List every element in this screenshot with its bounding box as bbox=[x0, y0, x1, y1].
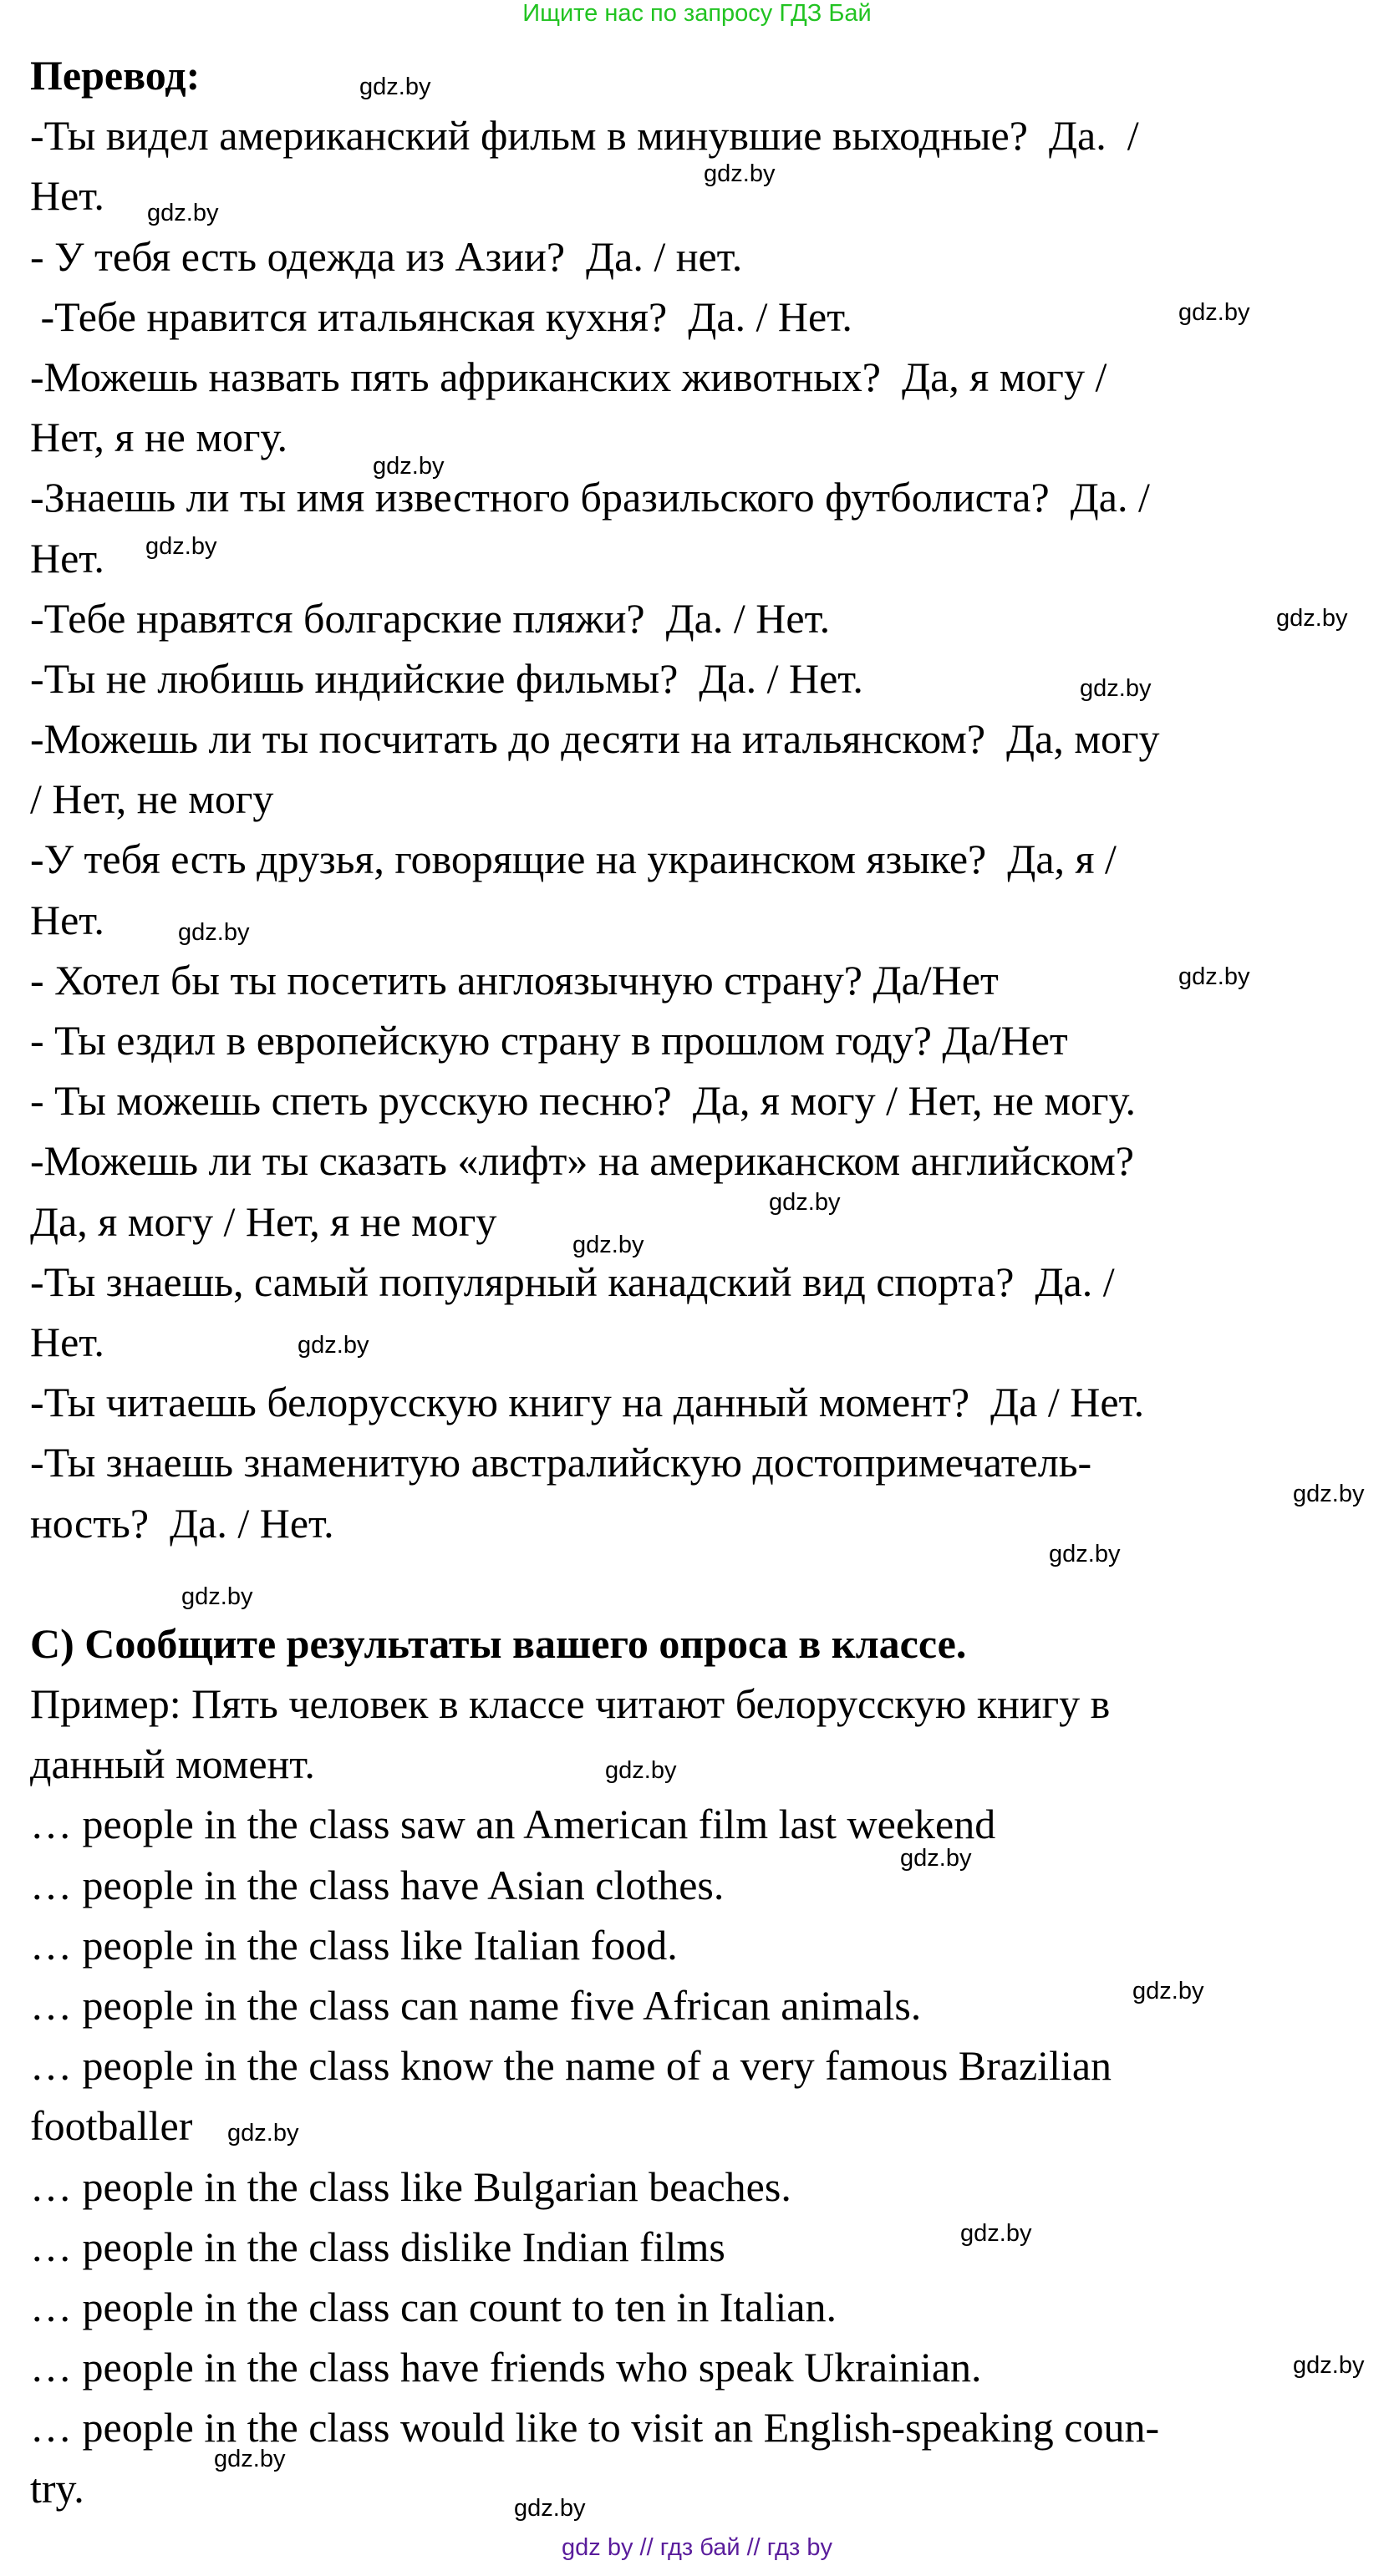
watermark: gdz.by bbox=[769, 1189, 841, 1216]
text-line: -Ты знаешь, самый популярный канадский вид спорта? Да. / bbox=[30, 1258, 1115, 1305]
section-heading: Перевод: bbox=[30, 52, 201, 99]
text-line: Нет. bbox=[30, 896, 104, 943]
text-line: … people in the class can count to ten in Italian. bbox=[30, 2283, 837, 2330]
text-line: … people in the class would like to visit an English-speaking coun- bbox=[30, 2404, 1160, 2452]
text-line: - Ты можешь спеть русскую песню? Да, я могу / Нет, не могу. bbox=[30, 1077, 1137, 1125]
watermark: gdz.by bbox=[214, 2446, 286, 2472]
watermark: gdz.by bbox=[704, 160, 776, 187]
watermark: gdz.by bbox=[960, 2220, 1032, 2247]
text-line: - Хотел бы ты посетить англоязычную страну? Да/Нет bbox=[30, 956, 999, 1003]
watermark: gdz.by bbox=[1132, 1978, 1204, 2004]
translation-text bbox=[30, 45, 1159, 2518]
watermark: gdz.by bbox=[181, 1583, 253, 1610]
text-line: … people in the class like Italian food. bbox=[30, 1921, 678, 1969]
text-line: … people in the class have friends who speak Ukrainian. bbox=[30, 2344, 982, 2391]
watermark: gdz.by bbox=[1049, 1541, 1121, 1567]
watermark: gdz.by bbox=[298, 1332, 369, 1359]
watermark: gdz.by bbox=[227, 2120, 299, 2147]
text-line: -Ты читаешь белорусскую книгу на данный момент? Да / Нет. bbox=[30, 1379, 1145, 1426]
text-line: -Знаешь ли ты имя известного бразильского футболиста? Да. / bbox=[30, 474, 1150, 521]
watermark: gdz.by bbox=[373, 453, 445, 480]
watermark: gdz.by bbox=[572, 1232, 644, 1258]
text-line: -Ты не любишь индийские фильмы? Да. / Нет. bbox=[30, 654, 863, 702]
text-line: - Ты ездил в европейскую страну в прошлом году? Да/Нет bbox=[30, 1017, 1068, 1064]
text-line: Нет. bbox=[30, 1318, 104, 1365]
text-line: -Ты видел американский фильм в минувшие выходные? Да. / bbox=[30, 112, 1139, 160]
text-line: - У тебя есть одежда из Азии? Да. / нет. bbox=[30, 232, 743, 280]
watermark: gdz.by bbox=[359, 74, 431, 100]
watermark: gdz.by bbox=[147, 200, 219, 226]
text-line: -Тебе нравится итальянская кухня? Да. / Нет. bbox=[30, 292, 852, 340]
text-line: … people in the class have Asian clothes. bbox=[30, 1861, 725, 1908]
text-line: -Можешь ли ты сказать «лифт» на американском английском? bbox=[30, 1137, 1134, 1185]
section-heading: C) Сообщите результаты вашего опроса в классе. bbox=[30, 1619, 967, 1667]
text-line: ность? Да. / Нет. bbox=[30, 1499, 334, 1547]
text-line: Нет. bbox=[30, 534, 104, 582]
watermark: gdz.by bbox=[178, 919, 250, 946]
text-line: try. bbox=[30, 2464, 84, 2512]
text-line: … people in the class can name five African animals. bbox=[30, 1982, 922, 2029]
text-line: данный момент. bbox=[30, 1740, 315, 1788]
text-line: … people in the class know the name of a very famous Brazilian bbox=[30, 2042, 1112, 2090]
text-line: Да, я могу / Нет, я не могу bbox=[30, 1197, 497, 1245]
watermark: gdz.by bbox=[1276, 605, 1348, 632]
text-line: Нет, я не могу. bbox=[30, 414, 287, 461]
watermark: gdz.by bbox=[1080, 675, 1152, 702]
text-line: -Можешь назвать пять африканских животных? Да, я могу / bbox=[30, 353, 1107, 400]
watermark: gdz.by bbox=[1178, 299, 1250, 326]
top-banner[interactable]: Ищите нас по запросу ГДЗ Бай bbox=[522, 0, 872, 27]
text-line: Нет. bbox=[30, 172, 104, 220]
watermark: gdz.by bbox=[900, 1845, 972, 1872]
watermark: gdz.by bbox=[1293, 2352, 1365, 2379]
text-line: … people in the class dislike Indian films bbox=[30, 2223, 725, 2270]
text-line: -Можешь ли ты посчитать до десяти на итальянском? Да, могу bbox=[30, 715, 1160, 763]
text-line: footballer bbox=[30, 2102, 193, 2150]
text-line: -У тебя есть друзья, говорящие на украинском языке? Да, я / bbox=[30, 836, 1117, 883]
footer-links[interactable]: gdz by // гдз бай // гдз by bbox=[562, 2534, 832, 2561]
watermark: gdz.by bbox=[605, 1757, 677, 1784]
text-line: / Нет, не могу bbox=[30, 775, 274, 823]
watermark: gdz.by bbox=[145, 533, 217, 560]
watermark: gdz.by bbox=[1178, 963, 1250, 990]
watermark: gdz.by bbox=[1293, 1481, 1365, 1507]
text-line: -Тебе нравятся болгарские пляжи? Да. / Нет. bbox=[30, 594, 831, 642]
text-line: … people in the class saw an American film last weekend bbox=[30, 1801, 996, 1848]
text-line: … people in the class like Bulgarian beaches. bbox=[30, 2162, 791, 2210]
text-line: -Ты знаешь знаменитую австралийскую достопримечатель- bbox=[30, 1439, 1092, 1486]
text-line: Пример: Пять человек в классе читают белорусскую книгу в bbox=[30, 1680, 1111, 1728]
watermark: gdz.by bbox=[514, 2495, 586, 2522]
